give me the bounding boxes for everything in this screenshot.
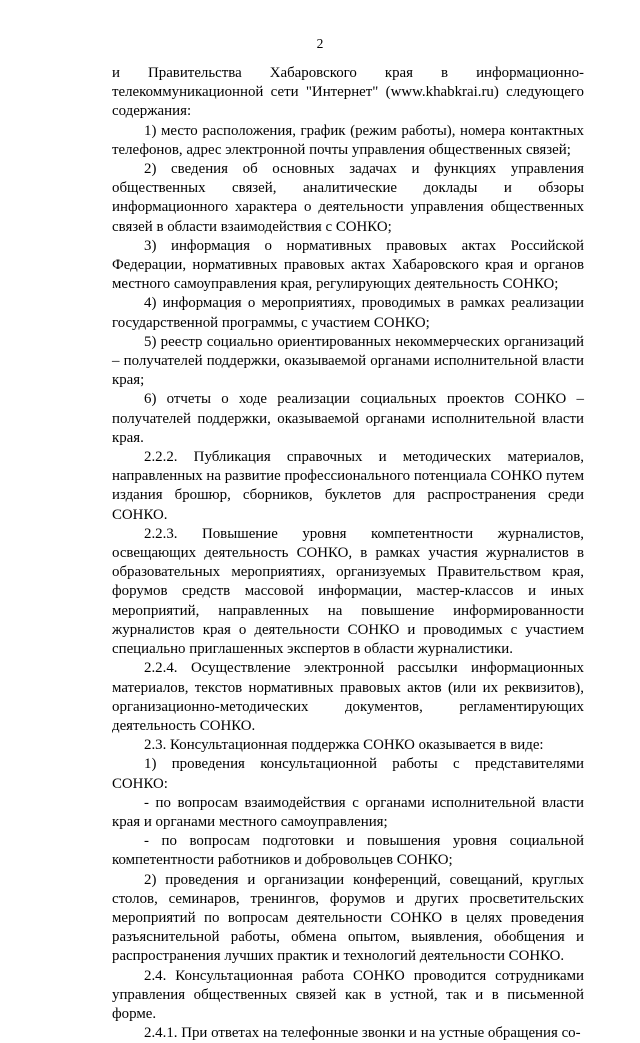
list-item: 1) место расположения, график (режим работы), номера контактных телефонов, адрес электронной почты управления общественных связей; [112, 122, 584, 158]
paragraph: и Правительства Хабаровского края в информационно-телекоммуникационной сети "Интернет" (www.khabkrai.ru) следующего содержания: [112, 65, 584, 120]
list-item: 2) сведения об основных задачах и функциях управления общественных связей, аналитические доклады и обзоры информационного характера о деятельности управления общественных связей в области взаимодействия с СОНКО; [112, 161, 584, 235]
list-item: 4) информация о мероприятиях, проводимых в рамках реализации государственной программы, с участием СОНКО; [112, 295, 584, 331]
paragraph: 2.2.2. Публикация справочных и методических материалов, направленных на развитие профессионального потенциала СОНКО путем издания брошюр, сборников, буклетов для распространения среди СОНКО. [112, 449, 584, 523]
paragraph: 2.4. Консультационная работа СОНКО проводится сотрудниками управления общественных связей как в устной, так и в письменной форме. [112, 967, 584, 1022]
list-item: 1) проведения консультационной работы с представителями СОНКО: [112, 756, 584, 792]
list-item: 5) реестр социально ориентированных некоммерческих организаций – получателей поддержки, оказываемой органами исполнительной власти края; [112, 333, 584, 389]
paragraph: 2.4.1. При ответах на телефонные звонки и на устные обращения со- [144, 1025, 581, 1042]
list-item: 3) информация о нормативных правовых актах Российской Федерации, нормативных правовых актах Хабаровского края и органов местного самоуправления края, регулирующих деятельность СОНКО; [112, 237, 584, 293]
paragraph: 2.2.3. Повышение уровня компетентности журналистов, освещающих деятельность СОНКО, в рамках участия журналистов в образовательных мероприятиях, организуемых Правительством края, форумов средств массовой информации, мастер-классов и иных мероприятий, направленных на повышение информированности журналистов края о деятельности СОНКО и проводимых с участием специально приглашенных экспертов в области журналистики. [112, 525, 584, 658]
page-number: 2 [316, 36, 324, 51]
list-item: 2) проведения и организации конференций, совещаний, круглых столов, семинаров, тренингов, форумов и других просветительских мероприятий по вопросам деятельности СОНКО в целях проведения разъяснительной работы, обмена опытом, выявления, обобщения и распространения лучших практик и технологий деятельности СОНКО. [112, 871, 584, 965]
paragraph: 2.3. Консультационная поддержка СОНКО оказывается в виде: [144, 737, 544, 754]
list-item: 6) отчеты о ходе реализации социальных проектов СОНКО – получателей поддержки, оказываемой органами исполнительной власти края. [112, 391, 584, 446]
list-item: - по вопросам взаимодействия с органами исполнительной власти края и органами местного самоуправления; [112, 794, 584, 830]
paragraph: 2.2.4. Осуществление электронной рассылки информационных материалов, текстов нормативных правовых актов (или их реквизитов), организационно-методических документов, регламентирующих деятельность СОНКО. [112, 660, 584, 734]
document-body [112, 64, 584, 1043]
list-item: - по вопросам подготовки и повышения уровня социальной компетентности работников и добровольцев СОНКО; [112, 833, 584, 869]
